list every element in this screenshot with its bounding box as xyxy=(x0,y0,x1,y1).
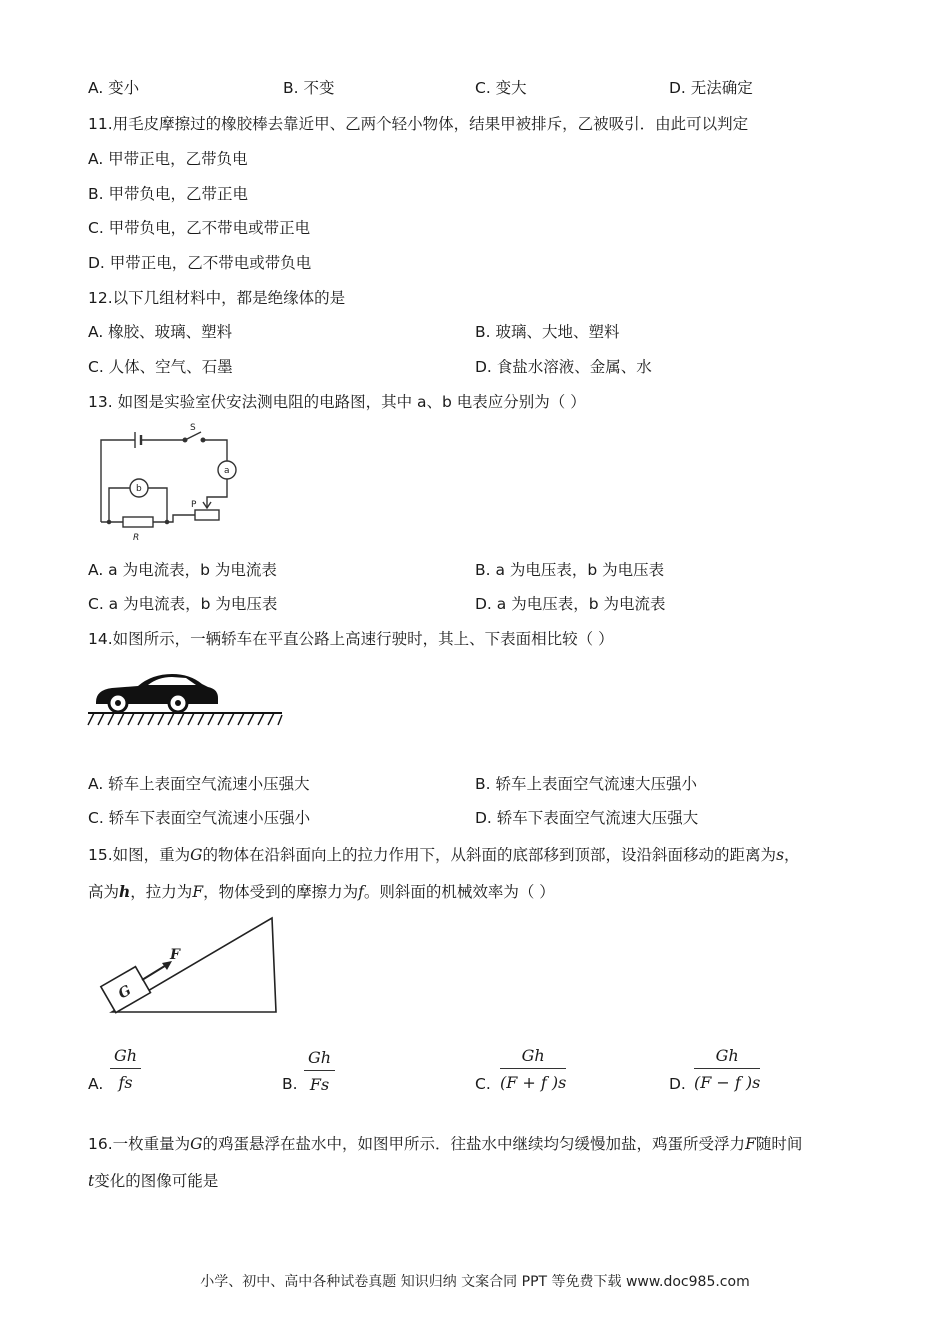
q16-line2 xyxy=(88,1169,218,1191)
circuit-wire-right xyxy=(203,440,227,461)
q15-line2-text-b: ，拉力为 xyxy=(130,883,193,901)
q16-line2-text: 变化的图像可能是 xyxy=(94,1172,219,1190)
road-hatching xyxy=(88,713,282,725)
q11-option-b[interactable]: B. 甲带负电，乙带正电 xyxy=(88,185,248,203)
q14-options-row2 xyxy=(88,806,868,830)
q12-option-c[interactable]: C. 人体、空气、石墨 xyxy=(88,358,233,376)
q10-option-d[interactable]: D. 无法确定 xyxy=(669,79,753,97)
incline-diagram xyxy=(92,912,282,1016)
q15-line2 xyxy=(88,880,555,902)
q13-options-row2 xyxy=(88,592,868,616)
force-arrow-shaft xyxy=(142,964,168,980)
q15-var-f-small: f xyxy=(358,883,364,901)
q16-var-g: G xyxy=(190,1135,203,1153)
q12-stem: 12.以下几组材料中，都是绝缘体的是 xyxy=(88,289,346,307)
car-on-road-figure xyxy=(86,666,286,730)
q15-var-s: s xyxy=(776,846,785,864)
switch-lever xyxy=(185,432,201,440)
q15-option-c-denominator: (F + f )s xyxy=(500,1073,567,1092)
q15-line1-text-b: 的物体在沿斜面向上的拉力作用下，从斜面的底部移到顶部，设沿斜面移动的距离为 xyxy=(202,846,777,864)
car-rear-hub xyxy=(115,700,121,706)
q13-stem: 13. 如图是实验室伏安法测电阻的电路图，其中 a、b 电表应分别为（ ） xyxy=(88,393,586,411)
q15-line2-text-c: ，物体受到的摩擦力为 xyxy=(203,883,359,901)
q15-option-d-label[interactable]: D. xyxy=(669,1075,686,1093)
q14-option-d[interactable]: D. 轿车下表面空气流速大压强大 xyxy=(475,809,699,827)
resistor-label: R xyxy=(133,533,140,543)
q14-options-row1 xyxy=(88,772,868,796)
q16-var-f: F xyxy=(745,1135,756,1153)
q13-option-a[interactable]: A. a 为电流表，b 为电流表 xyxy=(88,561,277,579)
q16-line1 xyxy=(88,1132,802,1154)
q13-option-d[interactable]: D. a 为电压表，b 为电流表 xyxy=(475,595,666,613)
circuit-wire-rheostat-r xyxy=(153,515,195,522)
q10-option-c[interactable]: C. 变大 xyxy=(475,79,527,97)
q15-option-b-denominator: Fs xyxy=(309,1075,330,1094)
q14-option-a[interactable]: A. 轿车上表面空气流速小压强大 xyxy=(88,775,310,793)
car-front-hub xyxy=(175,700,181,706)
meter-b-label: b xyxy=(136,484,142,494)
q15-option-d-denominator: (F − f )s xyxy=(694,1073,761,1092)
q16-line1-text-b: 的鸡蛋悬浮在盐水中，如图甲所示．往盐水中继续均匀缓慢加盐，鸡蛋所受浮力 xyxy=(202,1135,746,1153)
page-footer: 小学、初中、高中各种试卷真题 知识归纳 文案合同 PPT 等免费下载 www.doc985.com xyxy=(200,1274,750,1290)
q10-options xyxy=(88,76,868,100)
q15-var-g: G xyxy=(190,846,203,864)
q13-option-b[interactable]: B. a 为电压表，b 为电压表 xyxy=(475,561,665,579)
q16-var-t: t xyxy=(88,1172,95,1190)
q15-var-f-cap: F xyxy=(192,883,204,901)
q15-option-a-fraction[interactable] xyxy=(110,1046,141,1092)
q15-line1 xyxy=(88,843,800,865)
force-label: F xyxy=(170,947,180,963)
q15-line2-text-d: 。则斜面的机械效率为（ ） xyxy=(363,883,555,901)
q11-option-a[interactable]: A. 甲带正电，乙带负电 xyxy=(88,150,248,168)
q15-option-d-numerator: Gh xyxy=(715,1046,739,1065)
q12-options-row1 xyxy=(88,320,868,344)
q14-stem: 14.如图所示，一辆轿车在平直公路上高速行驶时，其上、下表面相比较（ ） xyxy=(88,630,614,648)
q15-line2-text-a: 高为 xyxy=(88,883,120,901)
q14-option-c[interactable]: C. 轿车下表面空气流速小压强小 xyxy=(88,809,311,827)
junction-right xyxy=(165,520,168,523)
q12-option-d[interactable]: D. 食盐水溶液、金属、水 xyxy=(475,358,652,376)
slider-label: P xyxy=(191,500,197,510)
q11-option-d[interactable]: D. 甲带正电，乙不带电或带负电 xyxy=(88,254,312,272)
q11-stem: 11.用毛皮摩擦过的橡胶棒去靠近甲、乙两个轻小物体，结果甲被排斥，乙被吸引．由此可以判定 xyxy=(88,115,749,133)
q10-option-b[interactable]: B. 不变 xyxy=(283,79,335,97)
switch-label: S xyxy=(190,423,196,433)
q15-line1-text-c: ， xyxy=(784,846,800,864)
meter-a-label: a xyxy=(224,466,230,476)
q15-option-b-numerator: Gh xyxy=(308,1048,332,1067)
q15-line1-text-a: 15.如图，重为 xyxy=(88,846,191,864)
q15-option-a-label[interactable]: A. xyxy=(88,1075,104,1093)
q15-option-a-numerator: Gh xyxy=(114,1046,138,1065)
q15-option-d-fraction[interactable] xyxy=(694,1046,760,1092)
q12-option-a[interactable]: A. 橡胶、玻璃、塑料 xyxy=(88,323,233,341)
block-label: G xyxy=(115,982,135,1003)
q15-option-c-numerator: Gh xyxy=(521,1046,545,1065)
q15-option-c-label[interactable]: C. xyxy=(475,1075,491,1093)
q14-option-b[interactable]: B. 轿车上表面空气流速大压强小 xyxy=(475,775,697,793)
rheostat-body xyxy=(195,510,219,520)
q15-option-a-denominator: fs xyxy=(118,1073,133,1092)
q15-var-h: h xyxy=(119,882,131,901)
q13-options-row1 xyxy=(88,558,868,582)
resistor-r xyxy=(123,517,153,527)
block-group xyxy=(101,967,151,1013)
q10-option-a[interactable]: A. 变小 xyxy=(88,79,140,97)
q15-option-c-fraction[interactable] xyxy=(500,1046,566,1092)
q16-line1-text-c: 随时间 xyxy=(755,1135,803,1153)
q12-options-row2 xyxy=(88,355,868,379)
q16-line1-text-a: 16.一枚重量为 xyxy=(88,1135,191,1153)
q11-option-c[interactable]: C. 甲带负电，乙不带电或带正电 xyxy=(88,219,311,237)
circuit-diagram xyxy=(95,422,245,544)
junction-left xyxy=(107,520,110,523)
q13-option-c[interactable]: C. a 为电流表，b 为电压表 xyxy=(88,595,278,613)
circuit-wire-left xyxy=(101,440,135,522)
q15-option-b-label[interactable]: B. xyxy=(282,1075,298,1093)
q15-option-b-fraction[interactable] xyxy=(304,1048,335,1094)
q12-option-b[interactable]: B. 玻璃、大地、塑料 xyxy=(475,323,620,341)
